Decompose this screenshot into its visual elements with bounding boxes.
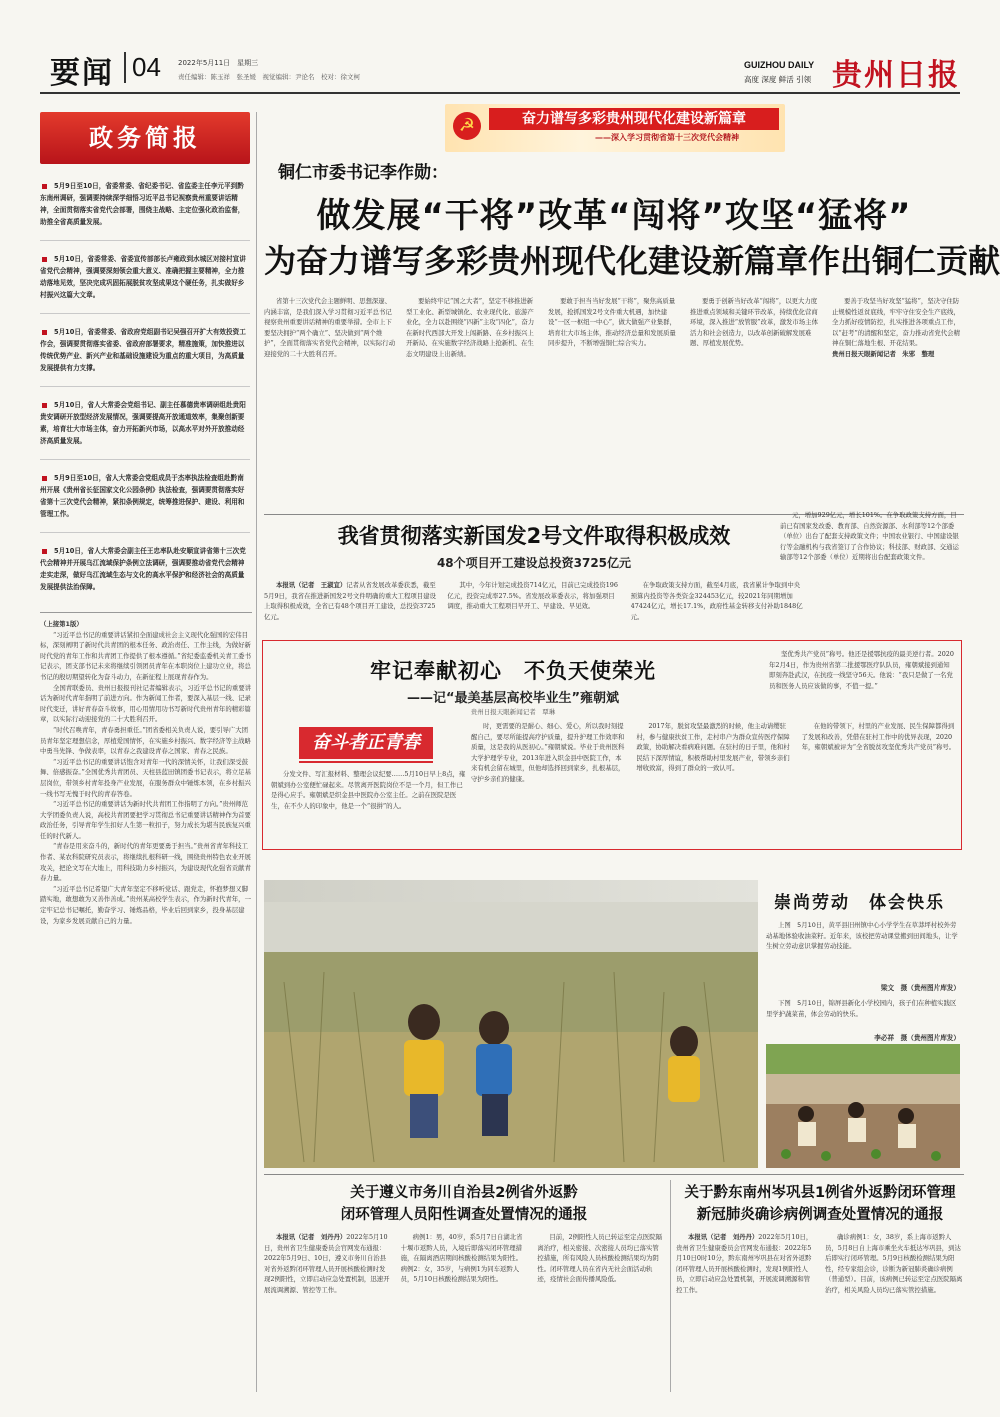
- lead-paragraph: 要敢于担当当好发展“干将”，聚焦高质量发展，抢抓国发2号文件重大机遇，加快建设“一区一枢纽一中心”，做大做强产业集群，培育壮大市场主体，推动经济总量和发展质量同步提升，不断增强铜仁综合实力。: [548, 297, 676, 348]
- story2-paragraph: 其中，今年计划完成投资714亿元，目前已完成投资196亿元，投资完成率27.5%。省发展改革委表示，将加强项目调度，推动重大工程项目早开工、早建设、早见效。: [447, 581, 618, 611]
- feature-paragraph: 分发文件、写汇报材料、整理会议纪要……5月10日早上8点，雍朝斌到办公室便忙碌起来。尽管离开医院岗位不是一个月，但工作已是得心应手。雍朝斌是织金县中医院办公室主任。之前在医院是医生，在不少人的印象中，他是一个“很拼”的人。: [271, 770, 466, 810]
- story2-paragraph: 记者从省发展改革委获悉，截至5月9日，我省在推进新国发2号文件明确的重大工程项目建设上取得积极成效，全省已有48个项目开工建设，总投资3725亿元。: [264, 581, 436, 621]
- brief-item: 5月9日至10日，省委常委、省纪委书记、省监委主任李元平到黔东南州调研，强调要持续深学细悟习近平总书记视察贵州重要讲话精神，全面贯彻落实省党代会部署，围绕主战略、主定位强化政治监督，助推全省高质量发展。: [40, 180, 250, 241]
- notice1-paragraph: 病例1：男，40岁，系5月7日自湖北省十堰市返黔人员，入境后即落实闭环管理措施，在隔离酒店期间核酸检测结果为阳性。病例2：女，35岁，与病例1为同车返黔人员，5月10日核酸检测结果为阳性。: [400, 1233, 523, 1284]
- story2-right-column: 元，增加929亿元，增长101%。在争取政策支持方面，目前已有国家发改委、教育部、自然资源部、水利部等12个部委（单位）出台了配套支持政策文件；中国农业银行、中国建设银行等金融机构与我省签订了合作协议；科技部、财政部、交通运输部等12个部委（单位）近期将出台配套政策文件。: [780, 511, 959, 562]
- banner-title: 奋力谱写多彩贵州现代化建设新篇章: [489, 108, 779, 130]
- notice1-body: [264, 1232, 664, 1396]
- feature-right-column: 坚优秀共产党员”称号。他还是援鄂抗疫的最美逆行者。2020年2月4日，作为贵州省第二批援鄂医疗队队员，雍朝斌接到通知即刻奔赴武汉，在抗疫一线坚守56天。他说：“我只是做了一名党员和医务人员应该做的事，不值一提。”: [769, 650, 954, 690]
- notice1-title-line1: 关于遵义市务川自治县2例省外返黔: [350, 1185, 578, 1201]
- feature-story-box: [262, 640, 962, 850]
- article-paragraph: “习近平总书记的重要讲话饱含对青年一代的深情关怀，让我们深受鼓舞、倍感振奋。”全国优秀共青团员、天柱县蓝田镇团委书记表示，将立足基层岗位，带领乡村青年投身产业发展，在服务群众中锤炼本领，在乡村振兴一线书写无愧于时代的青春答卷。: [40, 757, 251, 798]
- column-tag: 奋斗者正青春: [299, 727, 433, 759]
- photo-story-title: 崇尚劳动 体会快乐: [774, 893, 945, 913]
- editor-credits: 责任编辑：陈玉祥 张圣媛 视觉编辑：尹论名 校对：徐文柯: [178, 73, 360, 81]
- notice2-body: [676, 1232, 964, 1396]
- notice2-paragraph: 确诊病例1：女，38岁，系上海市返黔人员，5月8日自上海市乘坐火车抵达岑巩县，到达后即实行闭环管理。5月9日核酸检测结果为阳性，经专家组会诊，诊断为新冠肺炎确诊病例（普通型）。目前，该病例已转运至定点医院隔离治疗，相关风险人员均已落实管控措施。: [825, 1233, 963, 1294]
- planting-scene-illustration: [766, 1044, 960, 1168]
- story2-headline: 我省贯彻落实新国发2号文件取得积极成效: [337, 524, 731, 548]
- lead-paragraph: 要勇于创新当好改革“闯将”，以更大力度推进重点领域和关键环节改革，持续优化营商环境，深入推进“放管服”改革，激发市场主体活力和社会创造力，以改革创新破解发展难题、厚植发展优势。: [690, 297, 818, 348]
- continued-article: [40, 612, 252, 1392]
- feature-body: [471, 721, 957, 847]
- section-name: 要闻: [50, 56, 114, 91]
- photo-credit-bottom: 李必祥 摄（贵州图片库发）: [874, 1034, 960, 1042]
- feature-paragraph: 2017年，脱贫攻坚最激烈的时候，他主动请缨驻村，参与健康扶贫工作，走村串户为群众宣传医疗保障政策，协助解决看病难问题。在驻村的日子里，他和村民结下深厚情谊，积极帮助村里发展产业，带领乡亲们增收致富，得到了群众的一致认可。: [636, 722, 790, 773]
- lead-story-body: [264, 296, 964, 512]
- masthead-logo: 贵州日报: [832, 58, 960, 93]
- photo-caption-top: 上图 5月10日，黄平县旧州镇中心小学学生在草莽坪村校外劳动基地体验收油菜籽。近年来，该校把劳动课堂搬到田间地头，让学生树立劳动意识掌握劳动技能。: [766, 921, 958, 951]
- notice1-title-line2: 闭环管理人员阳性调查处置情况的通报: [340, 1207, 588, 1223]
- notice2-title-line2: 新冠肺炎确诊病例调查处置情况的通报: [696, 1207, 944, 1223]
- lead-headline: 做发展“干将”改革“闯将”攻坚“猛将”: [316, 196, 912, 236]
- lead-subheadline: 为奋力谱写多彩贵州现代化建设新篇章作出铜仁贡献: [264, 242, 1000, 280]
- lead-paragraph: 省第十三次党代会主题鲜明、思想深邃、内涵丰富，是我们深入学习贯彻习近平总书记视察贵州重要讲话精神的重要举措。全市上下要坚决拥护“两个确立”、坚决做到“两个维护”，全面贯彻落实省党代会精神，以实际行动迎接党的二十大胜利召开。: [264, 297, 396, 358]
- harvest-scene-illustration: [264, 902, 758, 1168]
- briefs-title: 政务简报: [40, 112, 250, 164]
- photo-children-harvesting: [264, 902, 758, 1168]
- brief-item: 5月10日，省委常委、省委宣传部部长卢雍政到水城区对接村宣讲省党代会精神，强调要深刻领会重大意义、准确把握主要精神，全力推动落地见效，坚决完成巩固拓展脱贫攻坚成果这个硬任务，扎实做好乡村振兴这篇大文章。: [40, 253, 250, 314]
- government-briefs: [40, 112, 250, 592]
- brief-item: 5月10日，省人大常委会副主任王忠率队赴安顺宣讲省第十三次党代会精神并开展乌江流域保护条例立法调研，强调要推动省党代会精神走实走深，做好乌江流域生态与文化的高水平保护和经济社会的高质量发展提供法治保障。: [40, 545, 250, 605]
- article-paragraph: “习近平总书记的重要讲话为新时代共青团工作指明了方向。”贵州师范大学团委负责人说，高校共青团要把学习贯彻总书记重要讲话精神作为首要政治任务，引导青年学生扣好人生第一粒扣子，努力成长为堪当民族复兴重任的时代新人。: [40, 800, 251, 840]
- notice1-reporter: 本报讯（记者 刘丹丹）: [276, 1233, 347, 1241]
- page-number: 04: [124, 52, 161, 83]
- notice2-title: [676, 1182, 964, 1226]
- article-paragraph: “习近平总书记希望广大青年坚定不移听党话、跟党走，怀抱梦想又脚踏实地，敢想敢为又善作善成。”贵州某高校学生表示，作为新时代青年，一定牢记总书记嘱托，勤奋学习、锤炼品格，毕业后回到家乡，投身基层建设，为家乡发展贡献自己的力量。: [40, 884, 251, 925]
- article-paragraph: “习近平总书记的重要讲话紧扣全面建成社会主义现代化强国的宏伟目标，深刻阐明了新时代共青团的根本任务、政治责任、工作主线，为做好新时代党的青年工作和共青团工作提供了根本遵循。”省纪委监委机关青工委书记表示，团支部书记未来将继续引领团员青年在本职岗位上建功立业，将总书记的殷切期望转化为奋斗动力，在新征程上展现青春作为。: [40, 630, 251, 681]
- notice2-paragraph: 2022年5月10日，贵州省卫生健康委员会官网发布通报：2022年5月10日0时10分，黔东南州岑巩县在对省外返黔闭环管理人员开展核酸检测时，发现1例阳性人员，立即启动应急处置机制，开展流调溯源和管控工作。: [676, 1233, 813, 1294]
- feature-subtitle: ——记“最美基层高校毕业生”雍朝斌: [406, 691, 620, 706]
- feature-title: 牢记奉献初心 不负天使荣光: [370, 659, 656, 683]
- story2-paragraph: 在争取政策支持方面，截至4月底，我省累计争取到中央预算内投资等各类资金324453亿元，较2021年同期增加47424亿元，增长17.1%，政府性基金转移支付补助1848亿元。: [630, 581, 803, 621]
- article-paragraph: “时代召唤青年，青春勇担重任。”团省委相关负责人说，要引导广大团员青年坚定理想信念，厚植爱国情怀，在实施乡村振兴、数字经济等主战略中勇当先锋、争做表率，以青春之我建设青春之国家、青春之民族。: [40, 725, 251, 756]
- brief-item: 5月9日至10日，省人大常委会党组成员于杰率执法检查组赴黔南州开展《贵州省长征国家文化公园条例》执法检查，强调要贯彻落实好省第十三次党代会精神，紧扣条例规定，统筹推进保护、建设、利用和管理工作。: [40, 472, 250, 533]
- paper-english-name: GUIZHOU DAILY: [744, 60, 815, 70]
- notice1-title: [264, 1182, 664, 1226]
- lead-paragraph: 要善于攻坚当好攻坚“猛将”，坚决守住防止规模性返贫底线，牢牢守住安全生产底线，全力抓好疫情防控，扎实推进各项重点工作，以“赶考”的清醒和坚定，奋力推动省党代会精神在铜仁落地生根、开花结果。: [832, 297, 960, 348]
- feature-paragraph: 在他的带领下，村里的产业发展、民生保障都得到了发展和改善，凭借在驻村工作中的优异表现，2020年，雍朝斌被评为“全省脱贫攻坚优秀共产党员”称号。: [801, 722, 956, 752]
- article-paragraph: 全国青联委员、贵州日报报刊社记者编辑表示，习近平总书记的重要讲话为新时代青年指明了前进方向。作为新闻工作者，要深入基层一线、记录时代变迁，讲好青春奋斗故事，用心用情用功书写新时代贵州青年的精彩篇章，以实际行动迎接党的二十大胜利召开。: [40, 683, 252, 724]
- lead-paragraph: 要始终牢记“国之大者”，坚定不移推进新型工业化、新型城镇化、农业现代化、旅游产业化，全力以赴围绕“四新”主攻“四化”，奋力在新时代西部大开发上闯新路、在乡村振兴上开新局、在实施数字经济战略上抢新机、在生态文明建设上出新绩。: [406, 297, 535, 358]
- story2-reporter: 本报讯（记者 王淑宜）: [276, 581, 347, 589]
- issue-date: 2022年5月11日 星期三: [178, 59, 259, 67]
- photo-caption-bottom: 下图 5月10日，锦屏县新化小学校园内，孩子们在种植实践区里学护蔬菜苗，体会劳动的快乐。: [766, 999, 957, 1018]
- feature-paragraph: 时，更需要的是耐心、细心、爱心，所以我时刻提醒自己，要尽所能提高疗护质量，提升护理工作效率和质量，这是我的从医初心。”雍朝斌说。毕业于贵州医科大学护理学专业，2013年进入织金县中医院工作，本来有机会留在城里，但他却选择回到家乡，扎根基层，守护乡亲们的健康。: [471, 722, 625, 783]
- notice2-reporter: 本报讯（记者 刘丹丹）: [688, 1233, 759, 1241]
- notice2-title-line1: 关于黔东南州岑巩县1例省外返黔闭环管理: [684, 1185, 956, 1201]
- photo-children-planting: [766, 1044, 960, 1168]
- photo-top-strip: [264, 880, 758, 902]
- story2-subheadline: 48个项目开工建设总投资3725亿元: [436, 556, 632, 570]
- page-header: [40, 48, 960, 94]
- notice1-paragraph: 2022年5月10日，贵州省卫生健康委员会官网发布通报：2022年5月9日、10日，遵义市务川自治县对省外返黔闭环管理人员开展核酸检测时发现2例阳性，立即启动应急处置机制，迅速开展流调溯源、管控等工作。: [264, 1233, 390, 1294]
- brief-item: 5月10日，省委常委、省政府党组副书记吴强召开扩大有效投资工作会，强调要贯彻落实省委、省政府部署要求，精准施策，加快推进以传统优势产业、新兴产业和基础设施建设为重点的重大项目，为高质量发展提供有力支撑。: [40, 326, 250, 387]
- column-divider: [256, 112, 257, 1392]
- series-banner: [445, 104, 785, 152]
- party-emblem-icon: ☭: [453, 112, 481, 140]
- continuation-note: （上接第1版）: [40, 620, 83, 628]
- lead-byline: 贵州日报天眼新闻记者 朱邪 整理: [832, 349, 935, 358]
- column-divider: [670, 1180, 671, 1392]
- brief-item: 5月10日，省人大常委会党组书记、副主任慕德贵率调研组赴贵阳贵安调研开放型经济发展情况，强调要提高开放通道效率，集聚创新要素，培育壮大市场主体，奋力开拓新兴市场，以高水平对外开放推动经济高质量发展。: [40, 399, 250, 460]
- paper-slogan: 高度 深度 鲜活 引领: [744, 75, 812, 84]
- article-paragraph: “青春是用来奋斗的，新时代的青年更要勇于担当。”贵州省青年科技工作者、某农科院研究员表示，将继续扎根科研一线，围绕贵州特色农业开展攻关，把论文写在大地上，用科技助力乡村振兴，为建设现代化强省贡献青春力量。: [40, 842, 251, 883]
- section-rule: [264, 1174, 964, 1175]
- lead-kicker: 铜仁市委书记李作勋：: [278, 163, 448, 183]
- feature-byline: 贵州日报天眼新闻记者 覃琳: [470, 708, 556, 716]
- story2-body: [264, 580, 804, 634]
- photo-credit-top: 梁文 摄（贵州图片库发）: [880, 984, 960, 992]
- notice1-paragraph: 目前，2例阳性人员已转运至定点医院隔离治疗，相关密接、次密接人员均已落实管控措施，所有风险人员核酸检测结果均为阴性。闭环管理人员在省内无社会面活动轨迹，疫情社会面传播风险低。: [537, 1233, 663, 1284]
- banner-subtitle: ——深入学习贯彻省第十三次党代会精神: [595, 133, 739, 142]
